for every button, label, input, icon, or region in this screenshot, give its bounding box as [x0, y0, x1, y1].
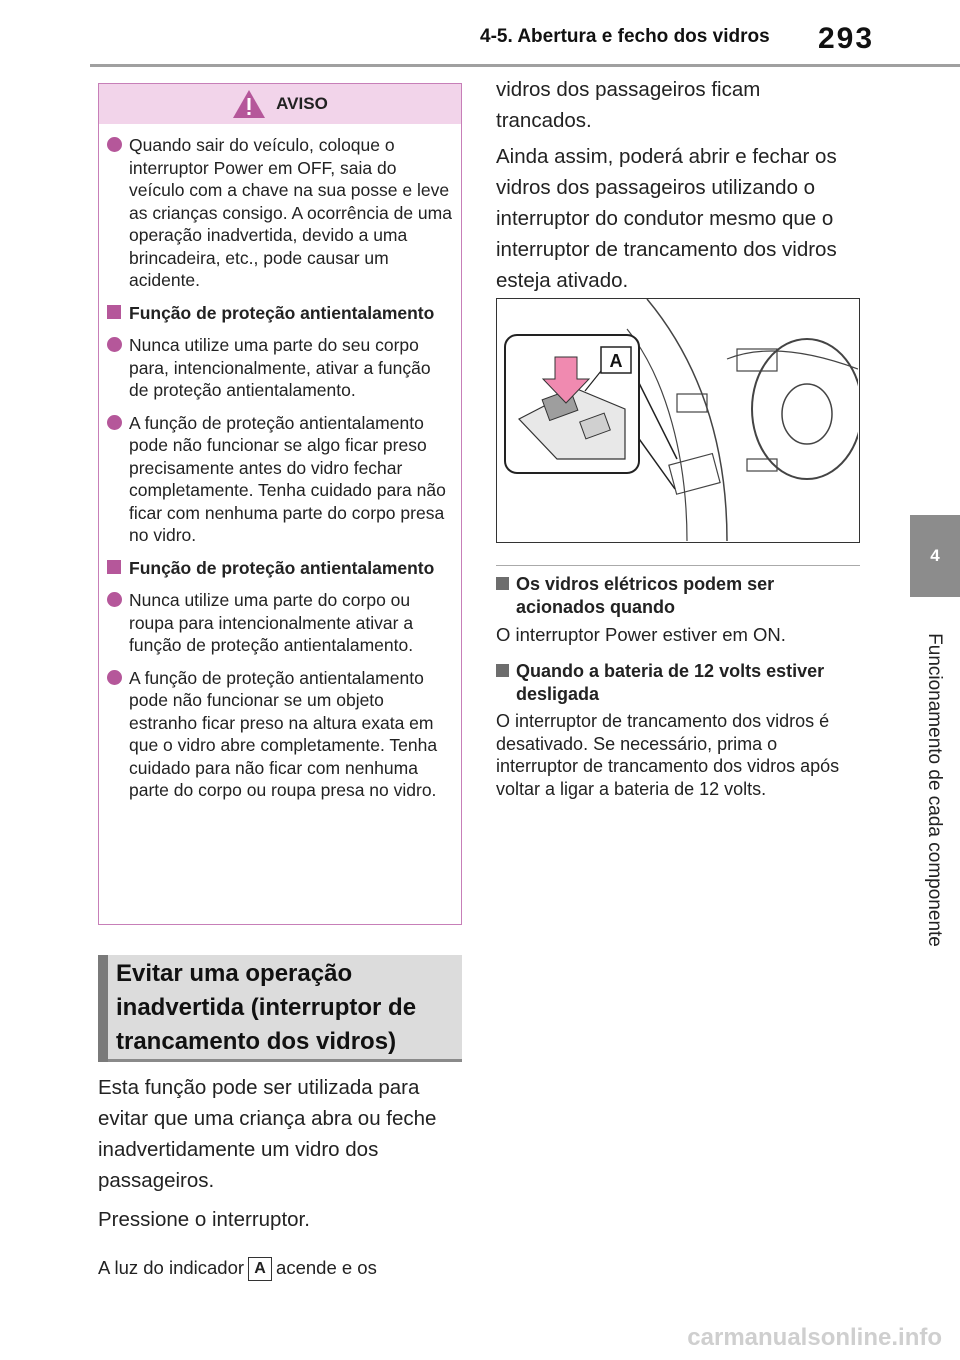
warning-text: Nunca utilize uma parte do seu corpo para, intencionalmente, ativar a função de proteção antientalamento. — [129, 335, 431, 400]
square-bullet-icon — [107, 305, 121, 319]
warning-box — [98, 83, 462, 925]
chapter-side-title: Funcionamento de cada componente — [924, 633, 945, 947]
header-divider — [90, 64, 960, 67]
warning-bullet — [107, 667, 453, 802]
section-heading — [98, 955, 462, 1062]
section-heading-text: Evitar uma operação inadvertida (interruptor de trancamento dos vidros) — [116, 960, 417, 1055]
indicator-note-after: acende e os — [276, 1257, 377, 1278]
warning-subheading — [107, 302, 453, 325]
warning-title: AVISO — [276, 94, 328, 113]
subsection-text: O interruptor Power estiver em ON. — [496, 624, 786, 645]
chapter-tab[interactable]: 4 — [910, 515, 960, 597]
warning-text: A função de proteção antientalamento pode não funcionar se algo ficar preso precisamente antes do vidro fechar completamente. Tenha cuidado para não ficar com nenhuma parte do corpo presa no vidro. — [129, 412, 446, 545]
warning-subheading — [107, 557, 453, 580]
subsection-text: O interruptor de trancamento dos vidros é desativado. Se necessário, prima o interruptor de trancamento dos vidros após voltar a ligar a bateria de 12 volts. — [496, 711, 840, 799]
warning-text: A função de proteção antientalamento pode não funcionar se um objeto estranho ficar preso na altura exata em que o vidro abre completamente. Tenha cuidado para não ficar com nenhuma parte do corpo ou roupa presa no vidro. — [129, 667, 438, 800]
watermark: carmanualsonline.info — [687, 1324, 942, 1351]
instruction-paragraph: Pressione o interruptor. — [98, 1208, 310, 1231]
warning-text: Quando sair do veículo, coloque o interruptor Power em OFF, saia do veículo com a chave na sua posse e leve as crianças consigo. A ocorrência de uma operação inadvertida, devido a uma brincadeira, etc., pode causar um acidente. — [129, 135, 452, 290]
subsection-heading-text: Quando a bateria de 12 volts estiver desligada — [516, 661, 825, 704]
driver-switch-paragraph: Ainda assim, poderá abrir e fechar os vidros dos passageiros utilizando o interruptor do condutor mesmo que o interruptor de trancamento dos vidros esteja ativado. — [496, 145, 837, 292]
bullet-dot-icon — [107, 137, 122, 152]
bullet-dot-icon — [107, 670, 122, 685]
square-bullet-icon — [107, 560, 121, 574]
figure-divider — [496, 565, 860, 566]
warning-text: Nunca utilize uma parte do corpo ou roupa para intencionalmente ativar a função de proteção antientalamento. — [129, 590, 414, 655]
warning-subheading-text: Função de proteção antientalamento — [129, 302, 435, 323]
warning-bullet — [107, 334, 453, 402]
square-bullet-icon — [496, 664, 509, 677]
subsection-heading — [496, 573, 860, 618]
page-number: 293 — [818, 22, 875, 55]
continued-paragraph: vidros dos passageiros ficam trancados. — [496, 78, 761, 132]
indicator-note-before: A luz do indicador — [98, 1257, 245, 1278]
section-heading-rule — [108, 1059, 462, 1062]
bullet-dot-icon — [107, 415, 122, 430]
indicator-note — [98, 1257, 462, 1281]
warning-triangle-icon — [232, 89, 266, 119]
warning-header — [99, 84, 461, 124]
warning-bullet — [107, 134, 453, 292]
intro-paragraph: Esta função pode ser utilizada para evitar que uma criança abra ou feche inadvertidamente um vidro dos passageiros. — [98, 1076, 437, 1192]
figure-callout-label: A — [609, 351, 623, 371]
illustration-svg — [497, 299, 858, 541]
bullet-dot-icon — [107, 337, 122, 352]
warning-subheading-text: Função de proteção antientalamento — [129, 557, 435, 578]
warning-bullet — [107, 589, 453, 657]
subsection-heading-text: Os vidros elétricos podem ser acionados quando — [516, 574, 775, 617]
subsection-heading — [496, 660, 860, 705]
warning-bullet — [107, 412, 453, 547]
window-lock-switch-illustration — [496, 298, 860, 543]
square-bullet-icon — [496, 577, 509, 590]
warning-body — [99, 134, 461, 802]
indicator-label-badge: A — [248, 1257, 272, 1281]
chapter-section-title: 4-5. Abertura e fecho dos vidros — [480, 26, 770, 47]
bullet-dot-icon — [107, 592, 122, 607]
